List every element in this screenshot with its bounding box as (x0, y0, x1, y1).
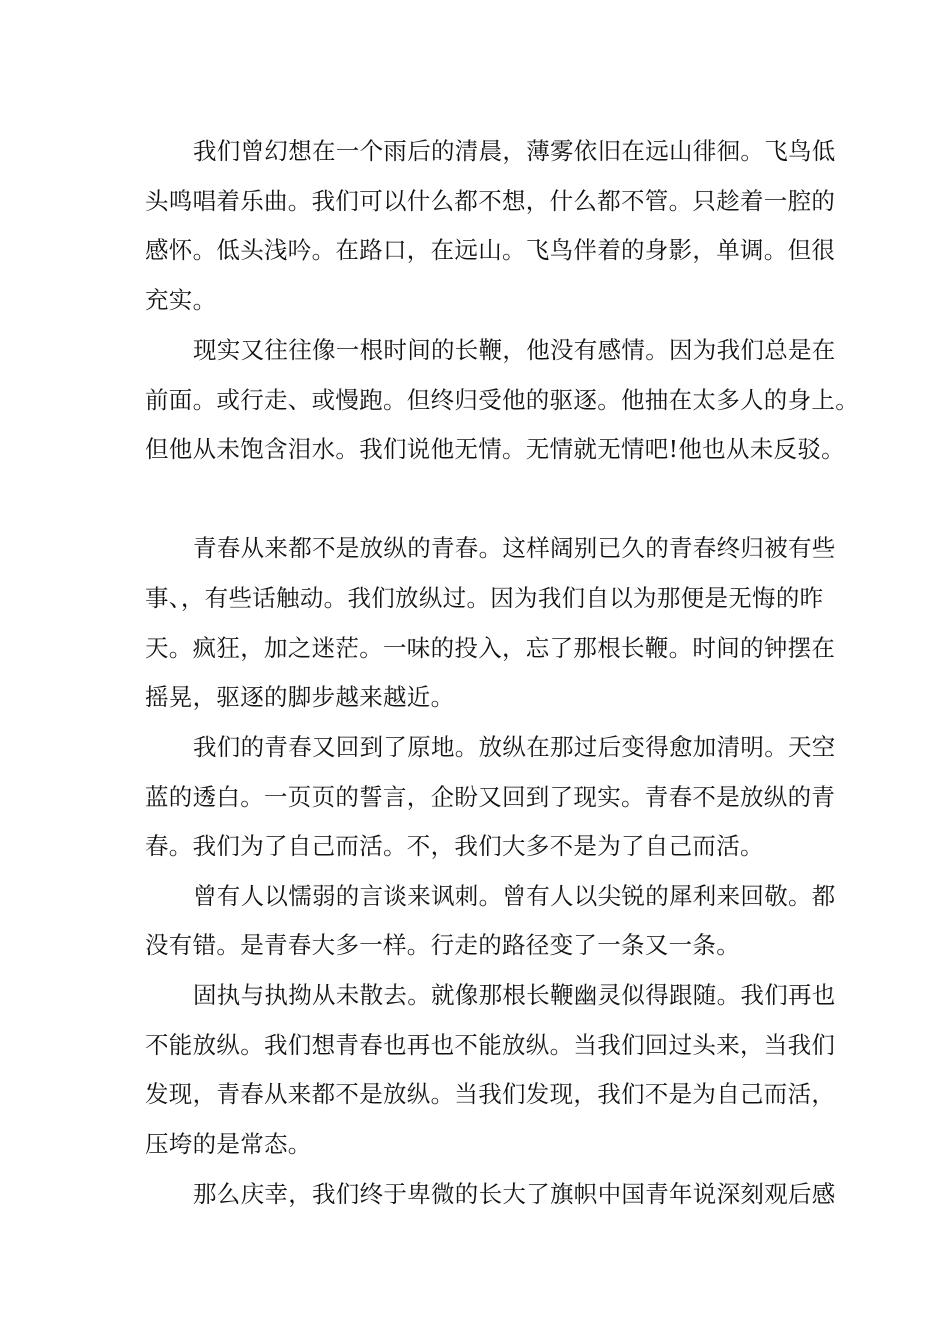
text-line: 现实又往往像一根时间的长鞭，他没有感情。因为我们总是在 (193, 336, 836, 364)
text-line: 固执与执拗从未散去。就像那根长鞭幽灵似得跟随。我们再也 (193, 981, 836, 1009)
text-line: 没有错。是青春大多一样。行走的路径变了一条又一条。 (145, 931, 740, 959)
text-line: 发现，青春从来都不是放纵。当我们发现，我们不是为自己而活， (145, 1080, 836, 1108)
text-line: 蓝的透白。一页页的誓言，企盼又回到了现实。青春不是放纵的青 (145, 783, 836, 811)
text-line: 我们曾幻想在一个雨后的清晨，薄雾依旧在远山徘徊。飞鸟低 (193, 137, 836, 165)
text-line: 感怀。低头浅吟。在路口，在远山。飞鸟伴着的身影，单调。但很 (145, 236, 836, 264)
text-line: 天。疯狂，加之迷茫。一味的投入，忘了那根长鞭。时间的钟摆在 (145, 634, 836, 662)
text-line: 但他从未饱含泪水。我们说他无情。无情就无情吧!他也从未反驳。 (145, 435, 845, 463)
text-line: 我们的青春又回到了原地。放纵在那过后变得愈加清明。天空 (193, 733, 836, 761)
text-line: 青春从来都不是放纵的青春。这样阔别已久的青春终归被有些 (193, 534, 836, 562)
text-line: 充实。 (145, 286, 217, 314)
text-line: 头鸣唱着乐曲。我们可以什么都不想，什么都不管。只趁着一腔的 (145, 187, 836, 215)
text-line: 前面。或行走、或慢跑。但终归受他的驱逐。他抽在太多人的身上。 (145, 386, 859, 414)
text-line: 摇晃，驱逐的脚步越来越近。 (145, 683, 455, 711)
text-line: 曾有人以懦弱的言谈来讽刺。曾有人以尖锐的犀利来回敬。都 (193, 882, 836, 910)
text-line: 春。我们为了自己而活。不，我们大多不是为了自己而活。 (145, 832, 764, 860)
text-line: 压垮的是常态。 (145, 1130, 312, 1158)
text-line: 不能放纵。我们想青春也再也不能放纵。当我们回过头来，当我们 (145, 1031, 836, 1059)
text-line: 事、，有些话触动。我们放纵过。因为我们自以为那便是无悔的昨 (145, 584, 824, 612)
text-line: 那么庆幸，我们终于卑微的长大了旗帜中国青年说深刻观后感 (193, 1180, 836, 1208)
